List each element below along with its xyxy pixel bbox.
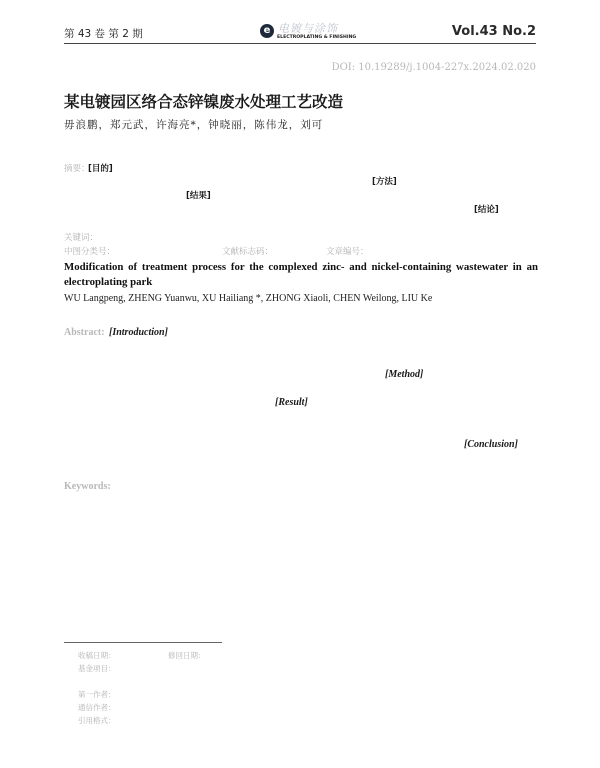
authors-en: WU Langpeng, ZHENG Yuanwu, XU Hailiang *, ZHONG Xiaoli, CHEN Weilong, LIU Ke [64,293,433,304]
doi[interactable]: DOI: 10.19289/j.1004-227x.2024.02.020 [331,62,536,73]
journal-volume-issue-cn: 第 43 卷 第 2 期 [64,28,143,40]
abstract-cn-purpose-tag: [目的] [88,164,113,174]
title-cn: 某电镀园区络合态锌镍废水处理工艺改造 [64,93,344,111]
authors-cn: 毋浪鹏，郑元武，许海亮*，钟晓丽，陈伟龙，刘可 [64,119,324,131]
title-en: Modification of treatment process for the complexed zinc- and nickel-containing wastewater in an electroplating park [64,261,538,288]
keywords-cn-label: 关键词： [64,233,99,243]
doc-code-label: 文献标志码： [222,247,274,257]
abstract-en-method-tag: [Method] [385,369,424,380]
header-divider [64,43,536,44]
first-author-label: 第一作者： [78,690,116,699]
corresponding-author-label: 通信作者： [78,703,116,712]
abstract-cn-result-tag: [结果] [186,191,211,201]
journal-logo-icon: e [260,24,274,38]
abstract-cn-label: 摘要： [64,164,90,174]
classification-label: 中图分类号： [64,247,116,257]
abstract-en-result-tag: [Result] [275,397,308,408]
revised-date-label: 修回日期： [168,651,206,660]
article-id-label: 文章编号： [326,247,369,257]
abstract-cn-conclusion-tag: [结论] [474,205,499,215]
journal-volume-issue-en: Vol.43 No.2 [451,24,536,39]
received-date-label: 收稿日期： [78,651,116,660]
journal-logo-cn: 电镀与涂饰 [278,22,338,35]
keywords-en-label: Keywords: [64,481,111,492]
footnote-divider [64,642,222,643]
abstract-en-conclusion-tag: [Conclusion] [464,439,518,450]
abstract-en-intro-tag: [Introduction] [109,327,168,338]
abstract-cn-method-tag: [方法] [372,177,397,187]
fund-label: 基金项目： [78,664,116,673]
abstract-en-label: Abstract: [64,327,105,338]
journal-logo-en: ELECTROPLATING & FINISHING [277,35,357,40]
citation-label: 引用格式： [78,716,116,725]
